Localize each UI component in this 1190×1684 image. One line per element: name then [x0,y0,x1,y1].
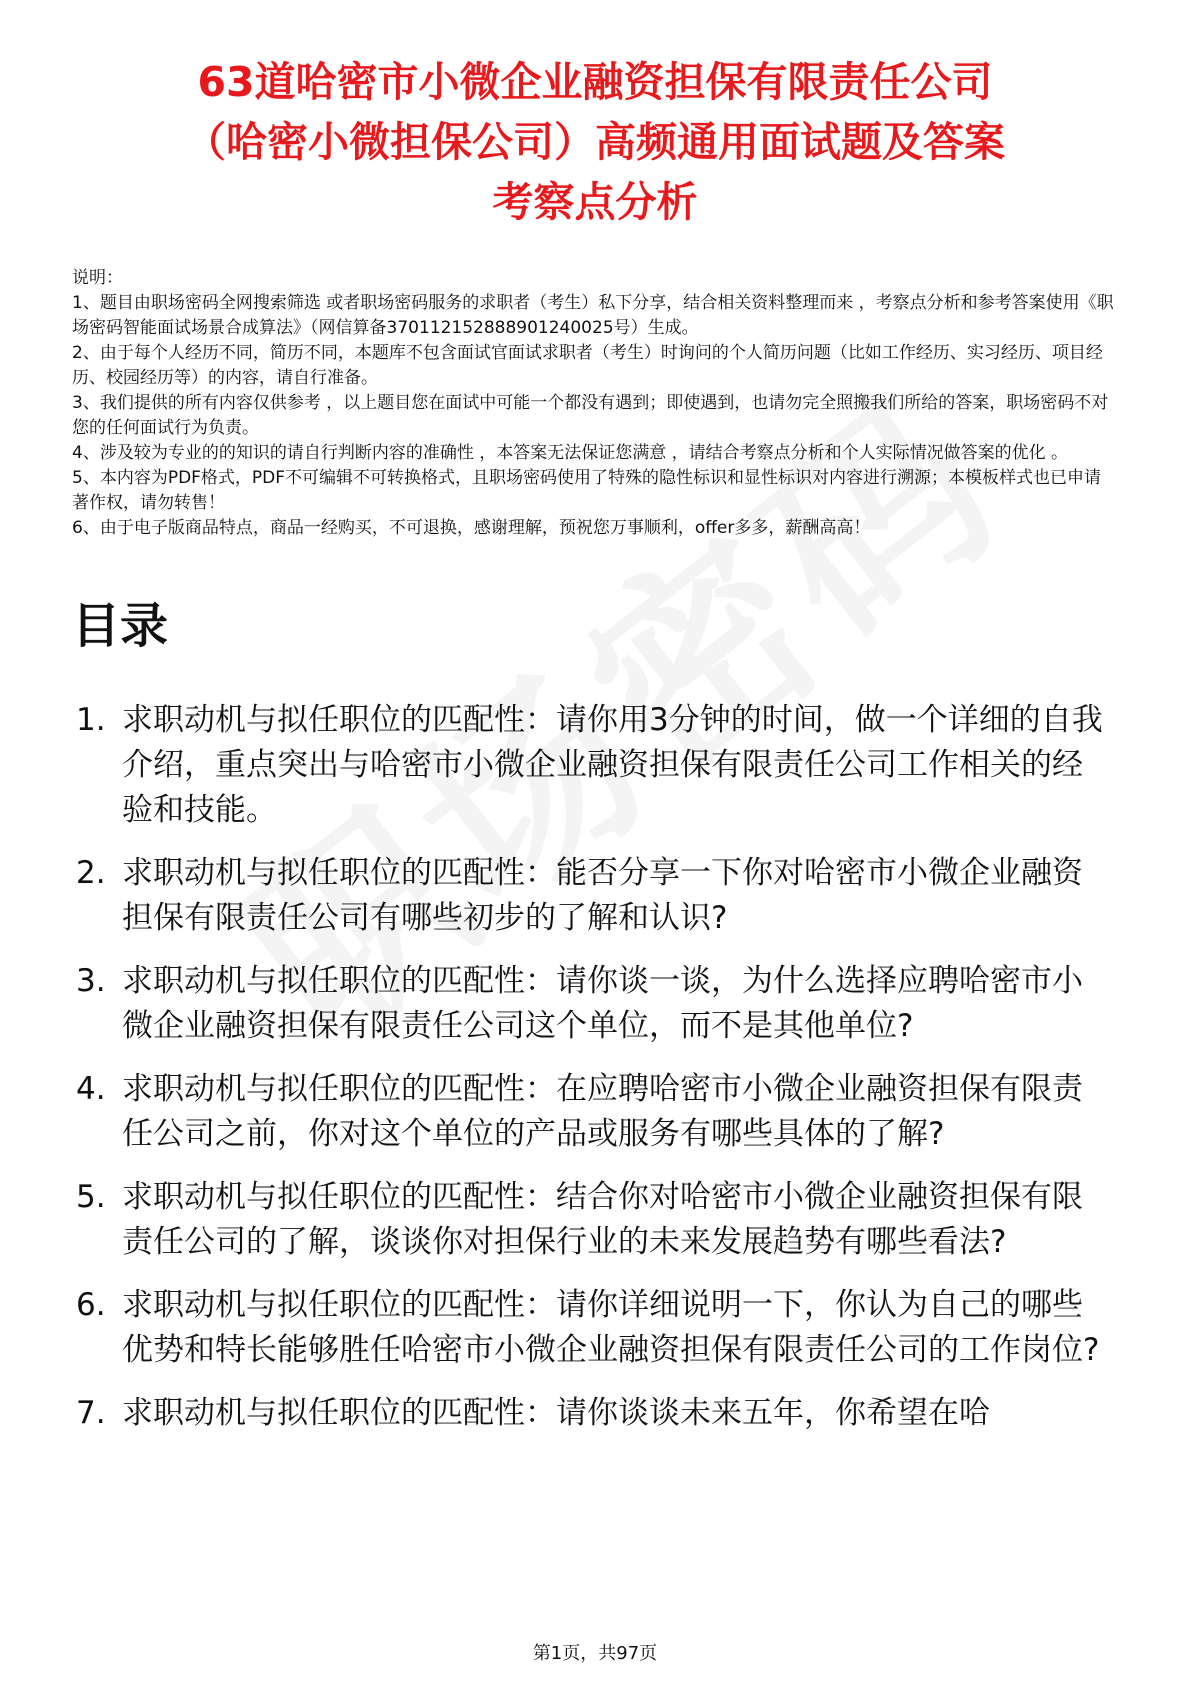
toc-item-number: 3. [76,963,106,999]
toc-list [72,698,1118,1436]
title-line-2: （哈密小微担保公司）高频通用面试题及答案 [185,118,1005,166]
toc-item-number: 7. [76,1395,106,1431]
document-title [72,0,1118,232]
toc-item-text: 求职动机与拟任职位的匹配性：请你谈一谈，为什么选择应聘哈密市小微企业融资担保有限责任公司这个单位，而不是其他单位? [122,963,1083,1044]
toc-item-text: 求职动机与拟任职位的匹配性：请你用3分钟的时间，做一个详细的自我介绍，重点突出与哈密市小微企业融资担保有限责任公司工作相关的经验和技能。 [122,702,1103,828]
instruction-item-4: 4、涉及较为专业的的知识的请自行判断内容的准确性 ，本答案无法保证您满意 ，请结合考察点分析和个人实际情况做答案的优化 。 [72,443,1069,463]
toc-item-number: 2. [76,855,106,891]
toc-item-number: 4. [76,1071,106,1107]
instruction-item-2: 2、由于每个人经历不同，简历不同，本题库不包含面试官面试求职者（考生）时询问的个人简历问题（比如工作经历、实习经历、项目经历、校园经历等）的内容，请自行准备。 [72,343,1103,388]
toc-item[interactable] [72,959,1118,1049]
instruction-item-6: 6、由于电子版商品特点，商品一经购买，不可退换，感谢理解，预祝您万事顺利，offer多多，薪酬高高！ [72,518,871,538]
page-number: 第1页，共97页 [532,1643,658,1664]
toc-item-text: 求职动机与拟任职位的匹配性：结合你对哈密市小微企业融资担保有限责任公司的了解，谈谈你对担保行业的未来发展趋势有哪些看法? [122,1179,1083,1260]
toc-item-text: 求职动机与拟任职位的匹配性：请你谈谈未来五年，你希望在哈 [122,1395,990,1431]
toc-item-text: 求职动机与拟任职位的匹配性：在应聘哈密市小微企业融资担保有限责任公司之前，你对这个单位的产品或服务有哪些具体的了解? [122,1071,1083,1152]
toc-item-text: 求职动机与拟任职位的匹配性：请你详细说明一下，你认为自己的哪些优势和特长能够胜任哈密市小微企业融资担保有限责任公司的工作岗位? [122,1287,1100,1368]
instruction-item-5: 5、本内容为PDF格式，PDF不可编辑不可转换格式，且职场密码使用了特殊的隐性标识和显性标识对内容进行溯源；本模板样式也已申请著作权，请勿转售！ [72,468,1102,513]
toc-item-number: 5. [76,1179,106,1215]
toc-item[interactable] [72,1175,1118,1265]
title-line-1: 63道哈密市小微企业融资担保有限责任公司 [197,58,993,106]
toc-item[interactable] [72,698,1118,833]
toc-heading: 目录 [72,598,169,654]
title-line-3: 考察点分析 [492,178,698,226]
toc-item-text: 求职动机与拟任职位的匹配性：能否分享一下你对哈密市小微企业融资担保有限责任公司有哪些初步的了解和认识? [122,855,1083,936]
toc-item[interactable] [72,1283,1118,1373]
toc-item[interactable] [72,1391,1118,1436]
toc-item-number: 6. [76,1287,106,1323]
instruction-item-1: 1、题目由职场密码全网搜索筛选 或者职场密码服务的求职者（考生）私下分享，结合相关资料整理而来 ，考察点分析和参考答案使用《职场密码智能面试场景合成算法》（网信算备370112152888901240025号）生成。 [72,293,1114,338]
toc-item[interactable] [72,851,1118,941]
instruction-item-3: 3、我们提供的所有内容仅供参考 ，以上题目您在面试中可能一个都没有遇到；即使遇到，也请勿完全照搬我们所给的答案，职场密码不对您的任何面试行为负责。 [72,393,1109,438]
instructions-section [72,266,1118,541]
toc-item[interactable] [72,1067,1118,1157]
instructions-heading: 说明： [72,268,123,288]
toc-item-number: 1. [76,702,106,738]
